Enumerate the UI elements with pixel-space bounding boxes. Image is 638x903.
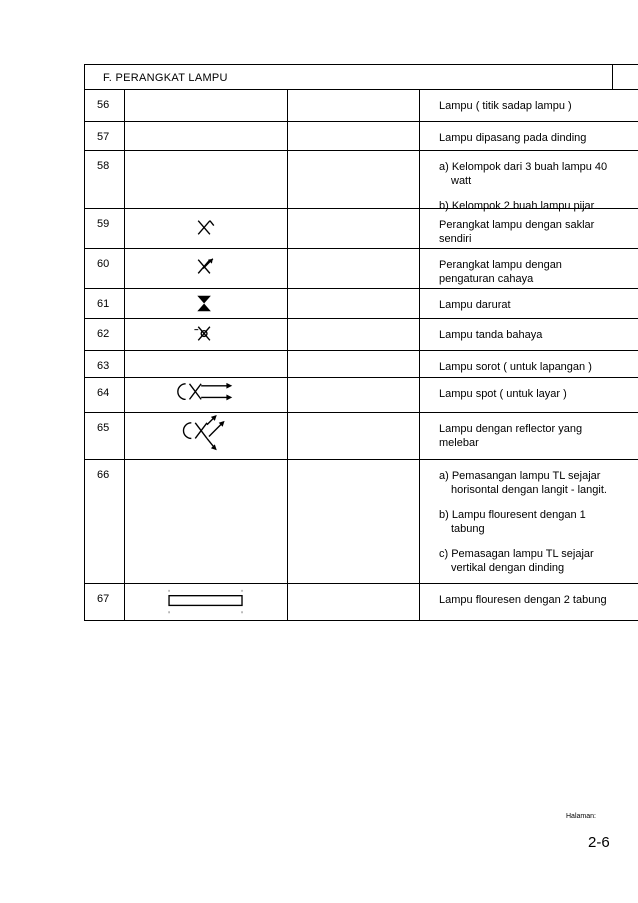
section-header (84, 64, 612, 90)
row-description: Lampu sorot ( untuk lapangan ) (439, 361, 592, 373)
row-description: a) Pemasangan lampu TL sejajar horisontal dengan langit - langit. b) Lampu flouresent dengan 1 tabung c) Pemasagan lampu TL sejajar vertikal dengan dinding (439, 470, 607, 574)
table-row (84, 289, 638, 319)
row-number: 66 (97, 469, 110, 481)
spotlight-icon (125, 378, 288, 412)
row-number: 64 (97, 387, 110, 399)
symbol-cell (124, 319, 287, 350)
row-number: 63 (97, 360, 110, 372)
row-description: Lampu tanda bahaya (439, 329, 543, 341)
table-row (84, 378, 638, 413)
row-description: Lampu dipasang pada dinding (439, 132, 587, 144)
symbol-cell (124, 122, 287, 150)
table-row (84, 319, 638, 351)
emergency-lamp-icon (125, 289, 288, 318)
table-row (84, 460, 638, 584)
row-number: 67 (97, 593, 110, 605)
row-description: a) Kelompok dari 3 buah lampu 40 watt b) Kelompok 2 buah lampu pijar (439, 161, 608, 212)
row-number: 60 (97, 258, 110, 270)
table-row (84, 584, 638, 621)
fluorescent-tube-icon (125, 584, 288, 620)
table-row (84, 413, 638, 460)
symbol-cell (124, 413, 287, 459)
row-number: 57 (97, 131, 110, 143)
page-label: Halaman: (566, 813, 596, 820)
symbol-cell (124, 584, 287, 620)
symbol-cell (124, 289, 287, 318)
row-description: Lampu spot ( untuk layar ) (439, 388, 567, 400)
table-row (84, 90, 638, 122)
row-description: Lampu dengan reflector yang melebar (439, 423, 583, 449)
row-description: Perangkat lampu dengan pengaturan cahaya (439, 259, 562, 285)
symbol-cell (124, 151, 287, 208)
symbol-cell (124, 209, 287, 248)
table-row (84, 122, 638, 151)
row-number: 65 (97, 422, 110, 434)
warning-lamp-icon (125, 319, 288, 350)
row-number: 56 (97, 99, 110, 111)
row-number: 62 (97, 328, 110, 340)
lamp-with-switch-icon (125, 209, 288, 248)
symbol-cell (124, 90, 287, 121)
row-number: 61 (97, 298, 110, 310)
symbol-cell (124, 460, 287, 583)
table-row (84, 151, 638, 212)
section-title: F. PERANGKAT LAMPU (103, 72, 228, 84)
row-description: Perangkat lampu dengan saklar sendiri (439, 219, 595, 245)
symbol-cell (124, 378, 287, 412)
row-description: Lampu ( titik sadap lampu ) (439, 100, 572, 112)
table-row (84, 209, 638, 249)
row-number: 58 (97, 160, 110, 172)
row-number: 59 (97, 218, 110, 230)
row-description: Lampu darurat (439, 299, 511, 311)
table-row (84, 249, 638, 289)
row-description: Lampu flouresen dengan 2 tabung (439, 594, 607, 606)
symbol-cell (124, 351, 287, 377)
reflector-lamp-icon (125, 413, 288, 459)
section-header-edge (612, 64, 638, 90)
symbol-cell (124, 249, 287, 288)
page-number: 2-6 (588, 834, 610, 851)
lamp-dimmer-icon (125, 249, 288, 288)
table-row (84, 351, 638, 378)
